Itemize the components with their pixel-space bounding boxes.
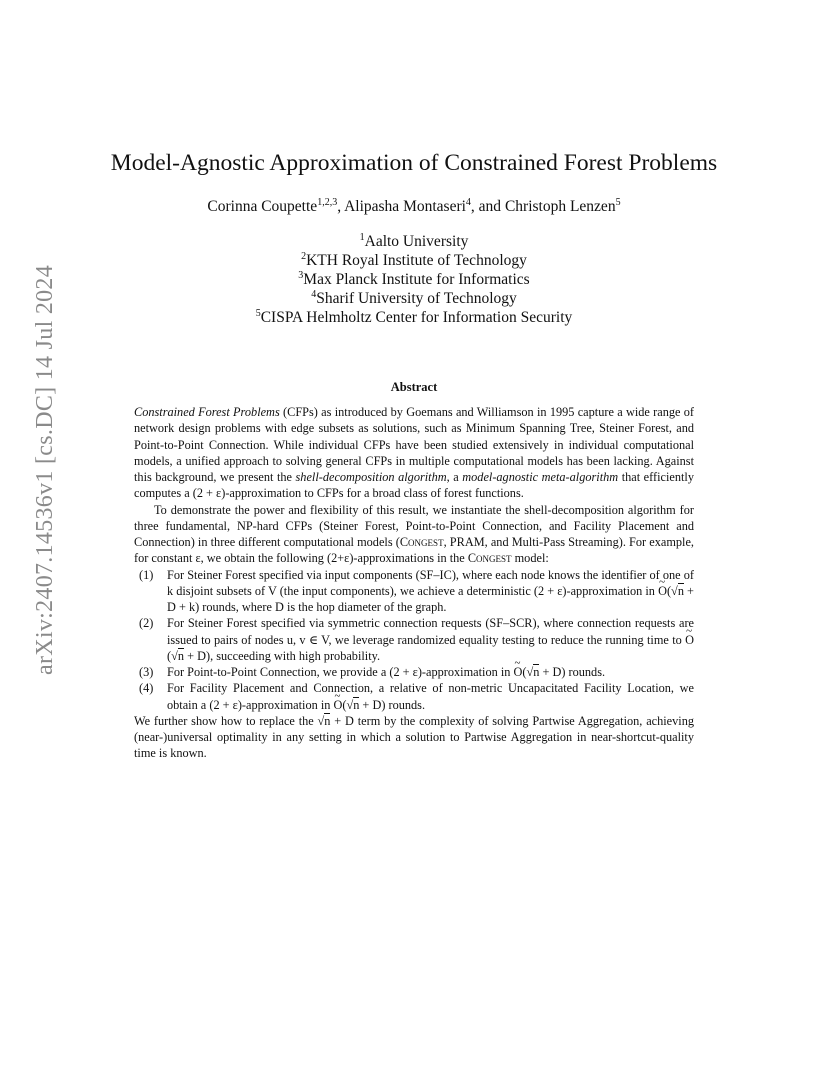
author-affiliation-marker: 4 (465, 197, 471, 208)
author-name: Alipasha Montaseri (344, 198, 466, 215)
result-list (134, 567, 694, 713)
abstract-body (134, 404, 694, 762)
list-item: (2) For Steiner Forest specified via symmetric connection requests (SF–SCR), where connection requests are issued to pairs of nodes u, v ∈ V, we leverage randomized equality testing to reduce the running time to ~ O(√n + D), succeeding with high probability. (134, 615, 694, 664)
author-name: Corinna Coupette (207, 198, 318, 215)
list-item: (3) For Point-to-Point Connection, we provide a (2 + ε)-approximation in ~ O(√n + D) rounds. (134, 664, 694, 680)
list-item: (1) For Steiner Forest specified via input components (SF–IC), where each node knows the identifier of one of k disjoint subsets of V (the input components), we achieve a deterministic (2 + ε)-approximation in ~ O(√n + D + k) rounds, where D is the hop diameter of the graph. (134, 567, 694, 616)
author-affiliation-marker: 5 (615, 197, 621, 208)
affiliation: $^4$Sharif University of Technology (311, 289, 517, 307)
abstract-paragraph: Constrained Forest Problems (CFPs) as introduced by Goemans and Williamson in 1995 capture a wide range of network design problems with edge subsets as solutions, such as Minimum Spanning Tree, Steiner Forest, and Point-to-Point Connection. While individual CFPs have been studied extensively in individual computational models, a unified approach to solving general CFPs in multiple computational models has been lacking. Against this background, we present the shell-decomposition algorithm, a model-agnostic meta-algorithm that efficiently computes a (2 + ε)-approximation to CFPs for a broad class of forest functions. (134, 405, 695, 501)
author-list: Corinna Coupette$^{1,2,3}$, Alipasha Montaseri$^4$, and Christoph Lenzen$^5$ (207, 197, 621, 215)
affiliation-list (0, 232, 828, 327)
abstract-paragraph: We further show how to replace the √n + D term by the complexity of solving Partwise Aggregation, achieving (near-)universal optimality in any setting in which a solution to Partwise Aggregation in near-shortcut-quality time is known. (134, 713, 694, 761)
affiliation: $^3$Max Planck Institute for Informatics (298, 270, 530, 288)
affiliation: $^1$Aalto University (359, 232, 469, 250)
abstract-paragraph: To demonstrate the power and flexibility of this result, we instantiate the shell-decomposition algorithm for three fundamental, NP-hard CFPs (Steiner Forest, Point-to-Point Connection, and Facility Placement and Connection) in three different computational models (Congest, PRAM, and Multi-Pass Streaming). For example, for constant ε, we obtain the following (2+ε)-approximations in the Congest model: (134, 502, 694, 566)
paper-title: Model-Agnostic Approximation of Constrained Forest Problems (110, 150, 718, 176)
arxiv-identifier: arXiv:2407.14536v1 [cs.DC] 14 Jul 2024 (32, 264, 58, 675)
affiliation: $^2$KTH Royal Institute of Technology (301, 251, 527, 269)
list-item: (4) For Facility Placement and Connection, a relative of non-metric Uncapacitated Facility Location, we obtain a (2 + ε)-approximation in ~ O(√n + D) rounds. (134, 680, 694, 713)
affiliation: $^5$CISPA Helmholtz Center for Information Security (255, 308, 573, 326)
author-affiliation-marker: 1,2,3 (317, 197, 338, 208)
author-name: Christoph Lenzen (504, 198, 616, 215)
abstract-heading: Abstract (390, 380, 438, 394)
